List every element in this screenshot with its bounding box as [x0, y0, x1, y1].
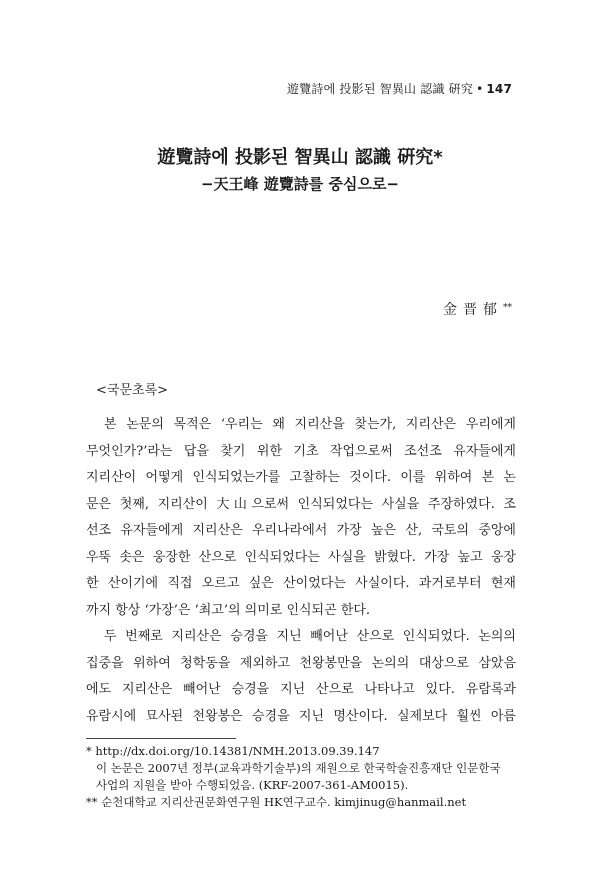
abstract-line: 까지 항상 ‘가장’은 ‘최고’의 의미로 인식되곤 한다. — [86, 603, 371, 618]
footnote-affiliation: ** 순천대학교 지리산권문화연구원 HK연구교수. kimjinug@hanmail.net — [86, 795, 467, 809]
abstract-line: 두 번째로 지리산은 승경을 지닌 빼어난 산으로 인식되었다. 논의의 — [104, 629, 516, 644]
footnote-funding-line-1: 이 논문은 2007년 정부(교육과학기술부)의 재원으로 한국학술진흥재단 인문한국 — [96, 761, 501, 775]
abstract-line: 무엇인가?’라는 답을 찾기 위한 기초 작업으로써 조선조 유자들에게 — [86, 444, 516, 459]
running-head-separator: • — [476, 82, 484, 96]
footnote-doi: * http://dx.doi.org/10.14381/NMH.2013.09.39.147 — [86, 744, 380, 758]
running-head — [287, 80, 512, 97]
page-number: 147 — [486, 82, 512, 96]
article-title: 遊覽詩에 投影된 智異山 認識 硏究* — [157, 147, 443, 168]
author-name: 金晋郁 — [443, 302, 503, 318]
abstract-line: 에도 지리산은 빼어난 승경을 지닌 산으로 나타나고 있다. 유람록과 — [86, 682, 516, 697]
abstract-line: 문은 첫째, 지리산이 大山으로써 인식되었다는 사실을 주장하였다. 조 — [86, 497, 516, 512]
footnote-funding-line-2: 사업의 지원을 받아 수행되었음. (KRF-2007-361-AM0015). — [96, 778, 409, 792]
abstract-line: 우뚝 솟은 웅장한 산으로 인식되었다는 사실을 밝혔다. 가장 높고 웅장 — [86, 550, 516, 565]
author-line — [443, 299, 512, 319]
abstract-line: 선조 유자들에게 지리산은 우리나라에서 가장 높은 산, 국토의 중앙에 — [86, 523, 516, 538]
abstract-label: <국문초록> — [96, 383, 169, 398]
abstract-line: 집중을 위하여 청학동을 제외하고 천왕봉만을 논의의 대상으로 삼았음 — [86, 656, 516, 671]
abstract-line: 유람시에 묘사된 천왕봉은 승경을 지닌 명산이다. 실제보다 훨씬 아름 — [86, 709, 516, 724]
footnote-rule — [86, 738, 236, 739]
running-head-title: 遊覽詩에 投影된 智異山 認識 硏究 — [287, 82, 474, 96]
abstract-line: 지리산이 어떻게 인식되었는가를 고찰하는 것이다. 이를 위하여 본 논 — [86, 470, 516, 485]
abstract-line: 본 논문의 목적은 ‘우리는 왜 지리산을 찾는가, 지리산은 우리에게 — [104, 417, 516, 432]
article-subtitle: −天王峰 遊覽詩를 중심으로− — [200, 175, 400, 193]
abstract-line: 한 산이기에 직접 오르고 싶은 산이었다는 사실이다. 과거로부터 현재 — [86, 576, 516, 591]
author-footnote-mark: ** — [503, 303, 512, 313]
